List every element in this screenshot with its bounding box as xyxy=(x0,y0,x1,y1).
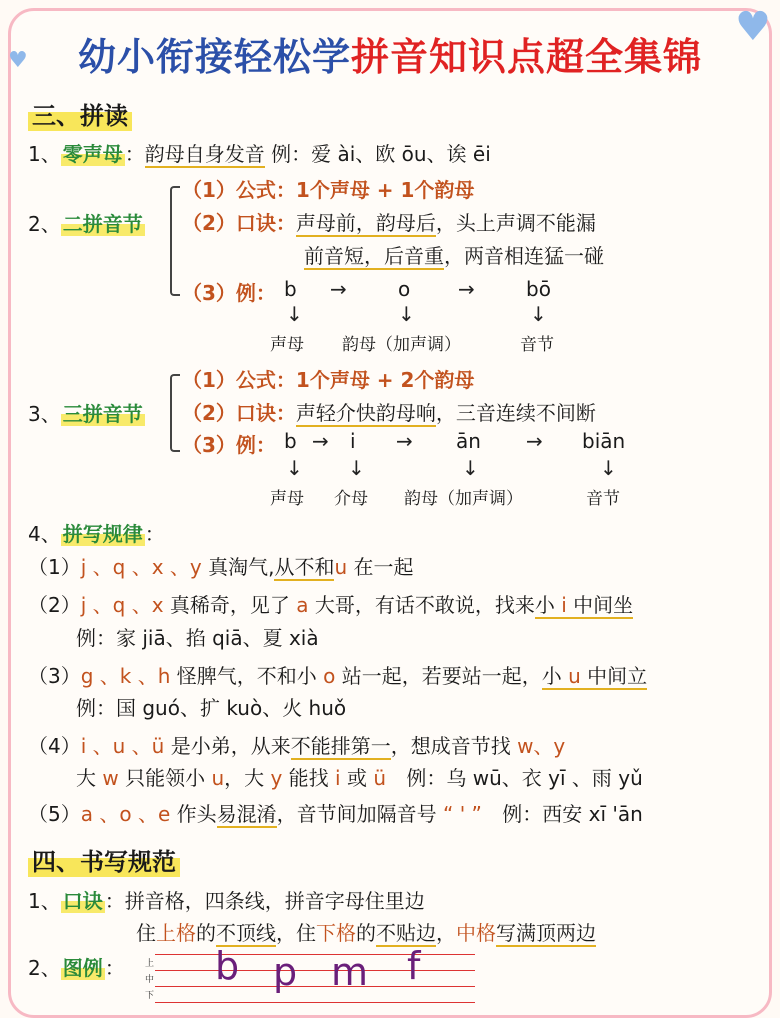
down-arrow: ↓ xyxy=(398,302,415,326)
syllable-label: 韵母（加声调） xyxy=(342,335,461,355)
example-row: （3）例： xyxy=(182,433,276,457)
syllable-label: 声母 xyxy=(270,335,304,355)
syllable: i xyxy=(350,429,356,453)
arrow: → xyxy=(458,277,475,301)
syllable-label: 音节 xyxy=(520,335,554,355)
syllable: ān xyxy=(456,429,481,453)
down-arrow: ↓ xyxy=(530,302,547,326)
rule-3-example: 例：国 guó、扩 kuò、火 huǒ xyxy=(76,696,347,720)
down-arrow: ↓ xyxy=(286,456,303,480)
rule-1: （1）j 、q 、x 、y 真淘气,从不和u 在一起 xyxy=(28,555,414,579)
staff-row-label: 上 xyxy=(145,959,155,969)
writing-rhyme-line2: 住上格的不顶线，住下格的不贴边，中格写满顶两边 xyxy=(136,921,596,945)
arrow: → xyxy=(330,277,347,301)
formula-row: （1）公式：1个声母 + 1个韵母 xyxy=(182,178,475,202)
syllable: bō xyxy=(526,277,551,301)
formula-row: （1）公式：1个声母 + 2个韵母 xyxy=(182,368,475,392)
staff-letter: f xyxy=(407,944,421,988)
down-arrow: ↓ xyxy=(462,456,479,480)
arrow: → xyxy=(526,429,543,453)
syllable-label: 声母 xyxy=(270,489,304,509)
page-title: 幼小衔接轻松学拼音知识点超全集锦 xyxy=(77,35,703,79)
rule-2-example: 例：家 jiā、掐 qiā、夏 xià xyxy=(76,626,319,650)
syllable: biān xyxy=(582,429,626,453)
syllable: b xyxy=(284,429,297,453)
heart-icon: ♥ xyxy=(735,4,771,50)
example-row: （3）例： xyxy=(182,281,276,305)
down-arrow: ↓ xyxy=(286,302,303,326)
syllable: o xyxy=(398,277,411,301)
rule-3: （3）g 、k 、h 怪脾气，不和小 o 站一起，若要站一起，小 u 中间立 xyxy=(28,664,648,688)
section-heading: 四、书写规范 xyxy=(28,842,180,877)
staff-letter: m xyxy=(331,950,369,994)
rule-4: （4）i 、u 、ü 是小弟，从来不能排第一，想成音节找 w、y xyxy=(28,734,566,758)
down-arrow: ↓ xyxy=(348,456,365,480)
syllable: b xyxy=(284,277,297,301)
heart-icon: ♥ xyxy=(8,48,28,73)
syllable-label: 韵母（加声调） xyxy=(404,489,523,509)
rhyme-row-2: 前音短，后音重，两音相连猛一碰 xyxy=(304,244,604,268)
pinyin-staff xyxy=(145,944,475,1010)
item-zero-initial: 1、 零声母 ：韵母自身发音 例：爱 ài、欧 ōu、诶 ēi xyxy=(28,142,491,166)
rhyme-row: （2）口诀：声母前，韵母后，头上声调不能漏 xyxy=(182,211,596,235)
staff-letter: b xyxy=(215,944,240,988)
section-heading: 三、拼读 xyxy=(28,96,132,131)
rhyme-row: （2）口诀：声轻介快韵母响，三音连续不间断 xyxy=(182,401,596,425)
down-arrow: ↓ xyxy=(600,456,617,480)
rule-5: （5）a 、o 、e 作头易混淆，音节间加隔音号 “ ' ” 例：西安 xī 'ān xyxy=(28,802,643,826)
staff-row-label: 下 xyxy=(145,991,155,1001)
item-legend: 2、 图例 ： xyxy=(28,956,125,980)
item-two-syllable: 2、 二拼音节 xyxy=(28,212,143,236)
syllable-label: 介母 xyxy=(334,489,368,509)
brace xyxy=(170,374,180,452)
item-three-syllable: 3、 三拼音节 xyxy=(28,402,143,426)
staff-row-label: 中 xyxy=(145,975,155,985)
item-writing-rhyme: 1、 口诀 ：拼音格，四条线，拼音字母住里边 xyxy=(28,889,425,913)
brace xyxy=(170,186,180,296)
staff-letter: p xyxy=(273,950,298,994)
rule-2: （2）j 、q 、x 真稀奇，见了 a 大哥，有话不敢说，找来小 i 中间坐 xyxy=(28,593,634,617)
rule-4-line2: 大 w 只能领小 u，大 y 能找 i 或 ü 例：乌 wū、衣 yī 、雨 yǔ xyxy=(76,766,643,790)
arrow: → xyxy=(312,429,329,453)
syllable-label: 音节 xyxy=(586,489,620,509)
arrow: → xyxy=(396,429,413,453)
item-spelling-rules: 4、 拼写规律 ： xyxy=(28,522,165,546)
